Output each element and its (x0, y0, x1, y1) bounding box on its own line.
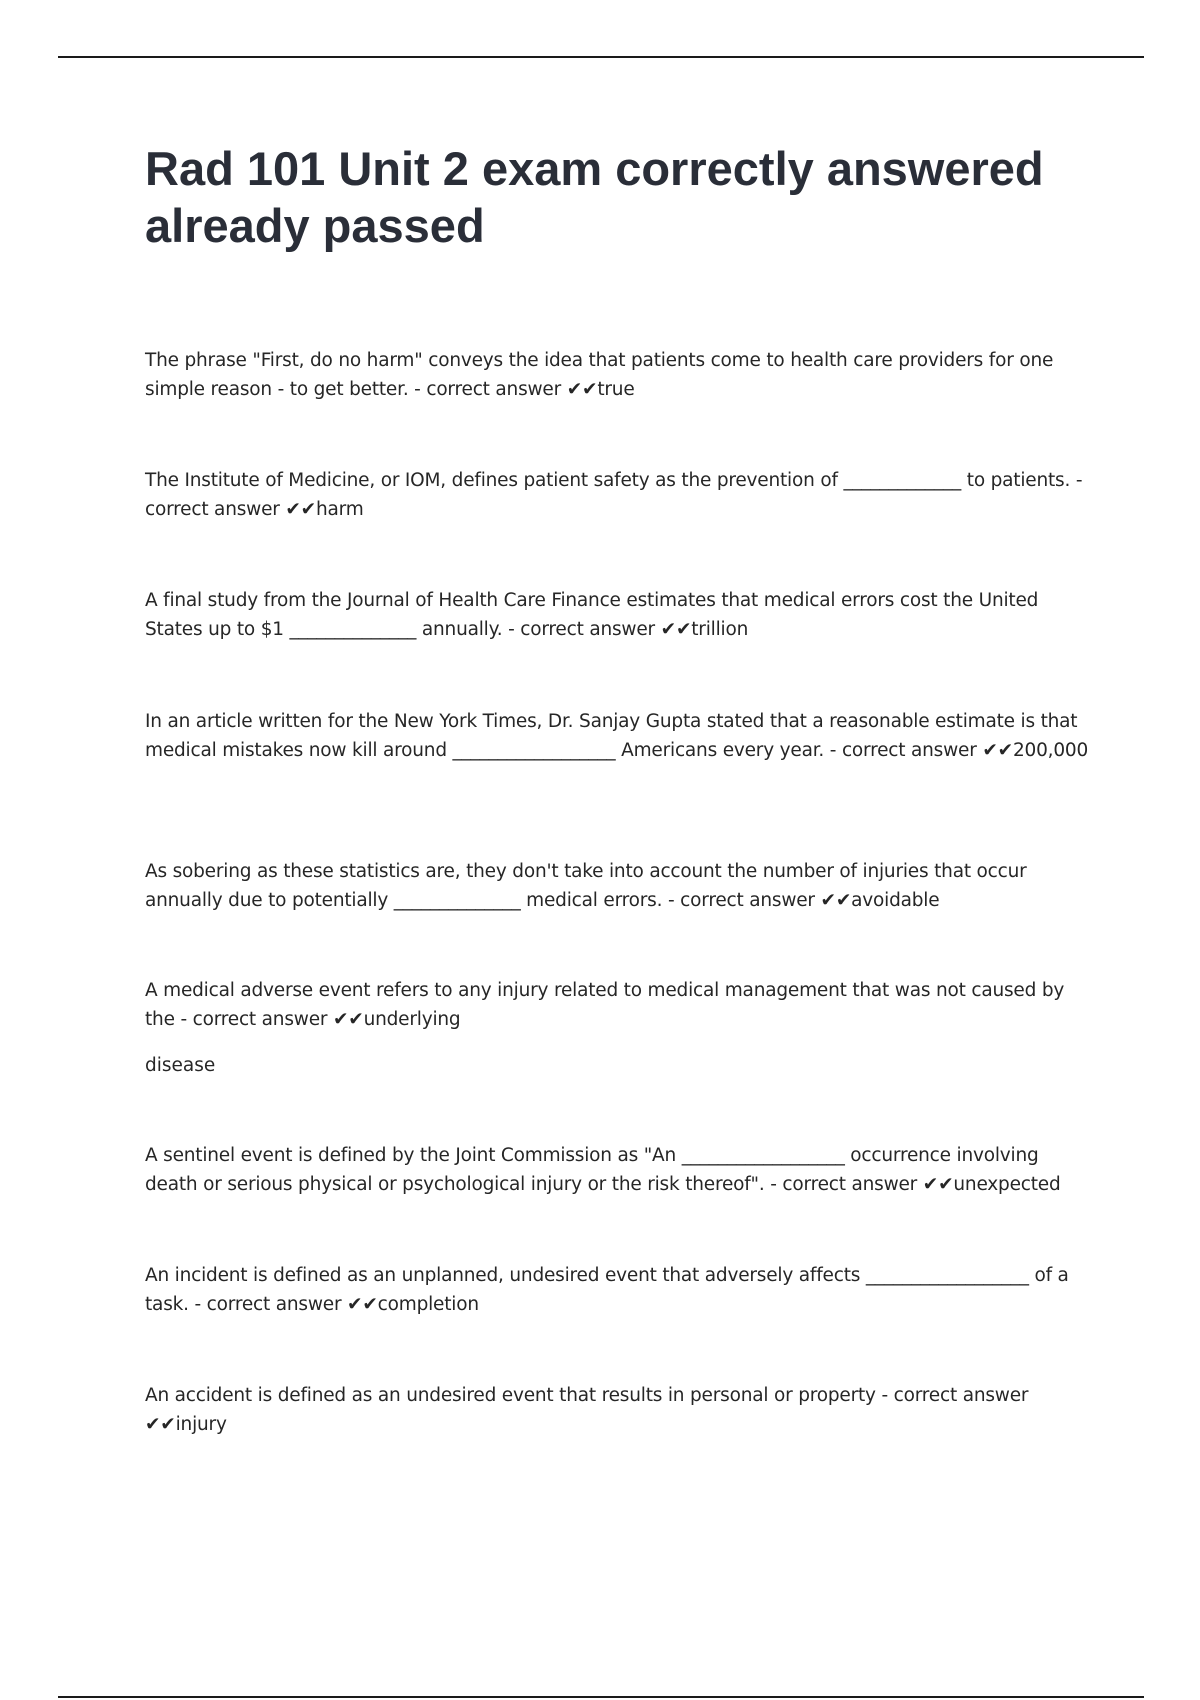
qa-item-9: An accident is defined as an undesired event that results in personal or property - correct answer ✔✔injury (145, 1385, 1029, 1435)
answer-text: trillion (691, 619, 749, 640)
question-text: An accident is defined as an undesired event that results in personal or property (145, 1385, 876, 1406)
question-text: A sentinel event is defined by the Joint Commission as "An __________________ occurrence involving death or serious physical or psychological injury or the risk thereof". (145, 1145, 1039, 1195)
top-rule (58, 56, 1144, 58)
answer-text: completion (377, 1294, 479, 1315)
answer-continuation: disease (145, 1055, 216, 1076)
answer-label: correct answer (206, 1294, 342, 1315)
answer-label: correct answer (520, 619, 655, 640)
qa-item-1: The phrase "First, do no harm" conveys the idea that patients come to health care providers for one simple reason - to get better. - correct answer ✔✔true (145, 350, 1054, 400)
check-icon: ✔✔ (145, 1414, 176, 1435)
qa-item-4: In an article written for the New York Times, Dr. Sanjay Gupta stated that a reasonable estimate is that medical mistakes now kill around __________________ Americans every year. - correct answer ✔✔200,000 (145, 711, 1089, 761)
answer-label: correct answer (426, 379, 562, 400)
check-icon: ✔✔ (566, 379, 598, 400)
page-title: Rad 101 Unit 2 exam correctly answered already passed (145, 142, 1044, 252)
answer-text: injury (175, 1414, 227, 1435)
question-text: A medical adverse event refers to any injury related to medical management that was not caused by the (145, 980, 1065, 1030)
qa-item-6: A medical adverse event refers to any injury related to medical management that was not caused by the - correct answer ✔✔underlying (145, 980, 1065, 1030)
answer-label: correct answer (782, 1174, 918, 1195)
question-text: The phrase "First, do no harm" conveys the idea that patients come to health care providers for one simple reason - to get better. (145, 350, 1054, 400)
qa-item-7: A sentinel event is defined by the Joint Commission as "An __________________ occurrence involving death or serious physical or psychological injury or the risk thereof". - correct answer ✔✔unexpected (145, 1145, 1061, 1195)
check-icon: ✔✔ (820, 890, 852, 911)
question-text: An incident is defined as an unplanned, undesired event that adversely affects __________________ of a task. (145, 1265, 1069, 1315)
answer-text: 200,000 (1012, 740, 1089, 761)
check-icon: ✔✔ (922, 1174, 954, 1195)
answer-text: harm (315, 499, 364, 520)
bottom-rule (58, 1696, 1144, 1698)
check-icon: ✔✔ (347, 1294, 378, 1315)
check-icon: ✔✔ (660, 619, 692, 640)
answer-label: correct answer (145, 499, 280, 520)
qa-item-2: The Institute of Medicine, or IOM, defines patient safety as the prevention of _____________ to patients. - correct answer ✔✔harm (145, 470, 1083, 520)
answer-text: unexpected (953, 1174, 1061, 1195)
question-text: A final study from the Journal of Health Care Finance estimates that medical errors cost the United States up to $1 ______________ annually. (145, 590, 1039, 640)
qa-item-5: As sobering as these statistics are, they don't take into account the number of injuries that occur annually due to potentially ______________ medical errors. - correct answer ✔✔avoidable (145, 861, 1027, 911)
check-icon: ✔✔ (332, 1009, 364, 1030)
answer-label: correct answer (893, 1385, 1029, 1406)
check-icon: ✔✔ (982, 740, 1013, 761)
question-text: As sobering as these statistics are, they don't take into account the number of injuries that occur annually due to potentially ______________ medical errors. (145, 861, 1027, 911)
answer-text: true (597, 379, 635, 400)
answer-label: correct answer (680, 890, 815, 911)
answer-text: avoidable (851, 890, 940, 911)
question-text: In an article written for the New York Times, Dr. Sanjay Gupta stated that a reasonable estimate is that medical mistakes now kill around __________________ Americans every year. (145, 711, 1078, 761)
qa-item-3: A final study from the Journal of Health Care Finance estimates that medical errors cost the United States up to $1 ______________ annually. - correct answer ✔✔trillion (145, 590, 1039, 640)
answer-label: correct answer (192, 1009, 328, 1030)
check-icon: ✔✔ (285, 499, 316, 520)
qa-item-8: An incident is defined as an unplanned, undesired event that adversely affects __________________ of a task. - correct answer ✔✔completion (145, 1265, 1069, 1315)
question-text: The Institute of Medicine, or IOM, defines patient safety as the prevention of _____________ to patients. (145, 470, 1071, 491)
answer-label: correct answer (841, 740, 977, 761)
answer-text: underlying (363, 1009, 461, 1030)
